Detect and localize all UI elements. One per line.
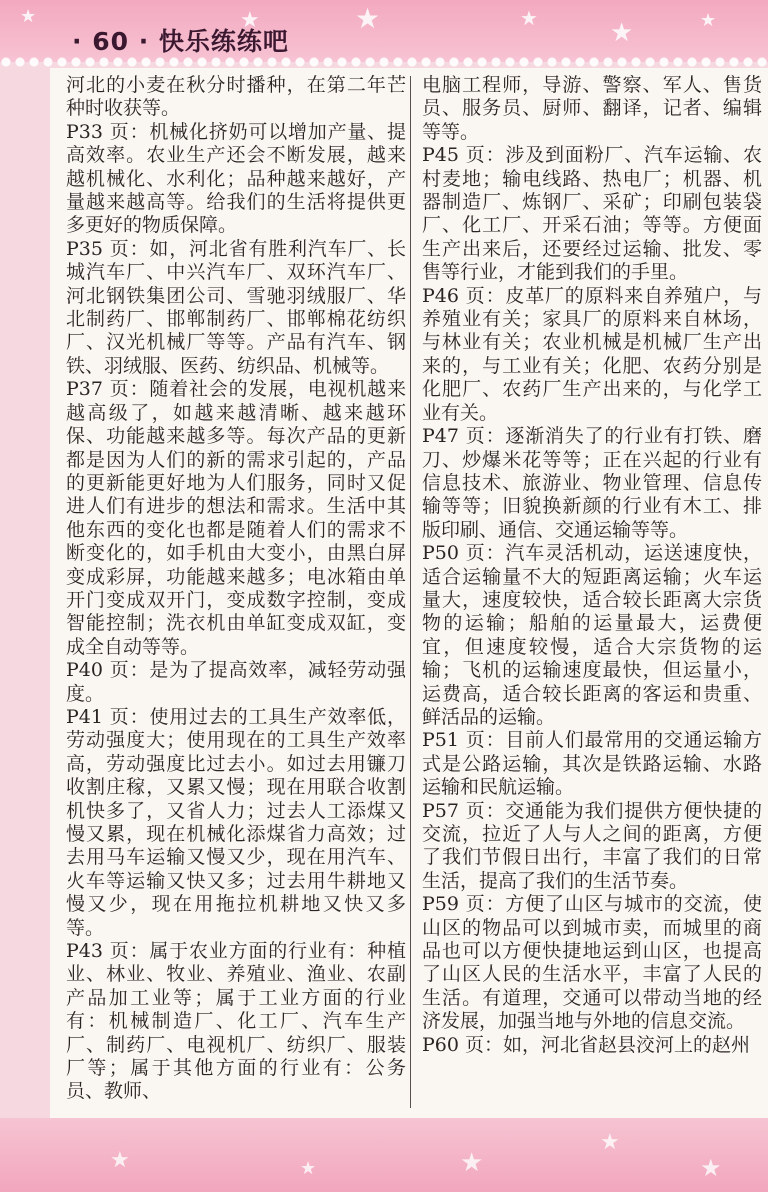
paragraph: 河北的小麦在秋分时播种，在第二年芒种时收获等。 bbox=[66, 74, 406, 120]
star-icon: ★ bbox=[700, 1154, 722, 1182]
scallop-border bbox=[0, 56, 768, 68]
paragraph: P46 页：皮革厂的原料来自养殖户，与养殖业有关；家具厂的原料来自林场，与林业有关；农业机械是机械厂生产出来的，与工业有关；化肥、农药分别是化肥厂、农药厂生产出来的，与化学工业有关。 bbox=[422, 284, 762, 424]
paragraph: 电脑工程师，导游、警察、军人、售货员、服务员、厨师、翻译，记者、编辑等等。 bbox=[422, 74, 762, 143]
star-icon: ★ bbox=[700, 10, 717, 31]
page-header bbox=[0, 0, 768, 62]
paragraph: P37 页：随着社会的发展，电视机越来越高级了，如越来越清晰、越来越环保、功能越来越多等。每次产品的更新都是因为人们的新的需求引起的，产品的更新能更好地为人们服务，同时又促进人们有进步的想法和需求。生活中其他东西的变化也都是随着人们的需求不断变化的，如手机由大变小，由黑白屏变成彩屏，功能越来越多；电冰箱由单开门变成双开门，变成数字控制，变成智能控制；洗衣机由单缸变成双缸，变成全自动等等。 bbox=[66, 378, 406, 658]
star-icon: ★ bbox=[610, 18, 634, 48]
paragraph: P59 页：方便了山区与城市的交流，使山区的物品可以到城市卖，而城里的商品也可以方便快捷地运到山区，也提高了山区人民的生活水平，丰富了人民的生活。有道理，交通可以带动当地的经济发展，加强当地与外地的信息交流。 bbox=[422, 893, 762, 1033]
paragraph: P35 页：如，河北省有胜利汽车厂、长城汽车厂、中兴汽车厂、双环汽车厂、河北钢铁集团公司、雪驰羽绒服厂、华北制药厂、邯郸制药厂、邯郸棉花纺织厂、汉光机械厂等等。产品有汽车、钢铁、羽绒服、医药、纺织品、机械等。 bbox=[66, 237, 406, 377]
paragraph: P51 页：目前人们最常用的交通运输方式是公路运输，其次是铁路运输、水路运输和民航运输。 bbox=[422, 729, 762, 799]
paragraph: P41 页：使用过去的工具生产效率低，劳动强度大；使用现在的工具生产效率高，劳动强度比过去小。如过去用镰刀收割庄稼，又累又慢；现在用联合收割机快多了，又省人力；过去人工添煤又慢又累，现在机械化添煤省力高效；过去用马车运输又慢又少，现在用汽车、火车等运输又快又多；过去用牛耕地又慢又少，现在用拖拉机耕地又快又多等。 bbox=[66, 705, 406, 939]
paragraph: P50 页：汽车灵活机动，运送速度快，适合运输量不大的短距离运输；火车运量大，速度较快，适合较长距离大宗货物的运输；船舶的运量最大，运费便宜，但速度较慢，适合大宗货物的运输；飞机的运输速度最快，但运量小，运费高，适合较长距离的客运和贵重、鲜活品的运输。 bbox=[422, 542, 762, 728]
star-icon: ★ bbox=[460, 1148, 484, 1178]
right-column bbox=[422, 74, 762, 1057]
star-icon: ★ bbox=[600, 1130, 620, 1155]
paragraph: P33 页：机械化挤奶可以增加产量、提高效率。农业生产还会不断发展，越来越机械化、水利化；品种越来越好，产量越来越高等。给我们的生活将提供更多更好的物质保障。 bbox=[66, 120, 406, 237]
column-divider bbox=[410, 76, 411, 1108]
star-icon: ★ bbox=[355, 2, 381, 35]
star-icon: ★ bbox=[20, 6, 37, 27]
left-column bbox=[66, 74, 406, 1104]
page-footer bbox=[0, 1118, 768, 1192]
star-icon: ★ bbox=[520, 6, 538, 30]
paragraph: P43 页：属于农业方面的行业有：种植业、林业、牧业、养殖业、渔业、农副产品加工业等；属于工业方面的行业有：机械制造厂、化工厂、汽车生产厂、制药厂、电视机厂、纺织厂、服装厂等；属于其他方面的行业有：公务员、教师、 bbox=[66, 940, 406, 1103]
star-icon: ★ bbox=[240, 8, 260, 33]
paragraph: P40 页：是为了提高效率，减轻劳动强度。 bbox=[66, 659, 406, 705]
paragraph: P57 页：交通能为我们提供方便快捷的交流，拉近了人与人之间的距离，方便了我们节假日出行，丰富了我们的日常生活，提高了我们的生活节奏。 bbox=[422, 799, 762, 892]
paragraph: P60 页：如，河北省赵县洨河上的赵州 bbox=[422, 1033, 751, 1056]
star-icon: ★ bbox=[110, 1148, 130, 1173]
paragraph: P47 页：逐渐消失了的行业有打铁、磨刀、炒爆米花等等；正在兴起的行业有信息技术、旅游业、物业管理、信息传输等等；旧貌换新颜的行业有木工、排版印刷、通信、交通运输等等。 bbox=[422, 425, 762, 541]
star-icon: ★ bbox=[300, 1158, 317, 1179]
paragraph: P45 页：涉及到面粉厂、汽车运输、农村麦地；输电线路、热电厂；机器、机器制造厂、炼钢厂、采矿；印刷包装袋厂、化工厂、开采石油；等等。方便面生产出来后，还要经过运输、批发、零售等行业，才能到我们的手里。 bbox=[422, 144, 762, 284]
page-title: · 60 · 快乐练练吧 bbox=[72, 27, 289, 56]
